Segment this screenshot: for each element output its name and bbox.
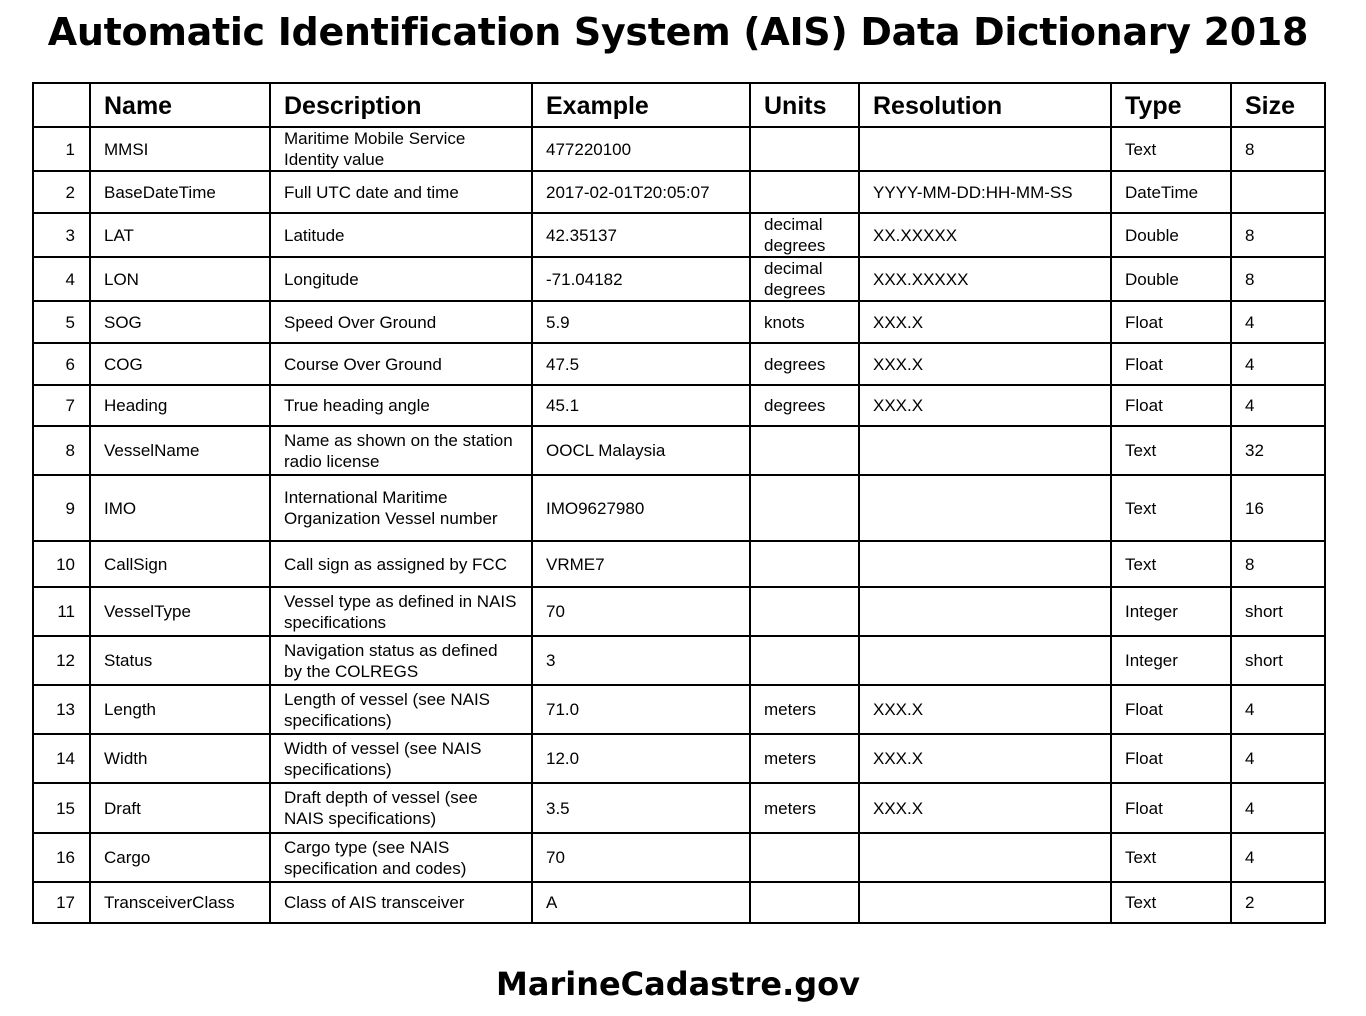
field-resolution: XXX.X bbox=[859, 385, 1111, 426]
field-type: Integer bbox=[1111, 587, 1231, 636]
column-header-index bbox=[33, 83, 90, 127]
footer-site-name: MarineCadastre.gov bbox=[496, 965, 860, 1003]
row-index: 7 bbox=[33, 385, 90, 426]
field-name: BaseDateTime bbox=[90, 171, 270, 213]
field-example: 477220100 bbox=[532, 127, 750, 171]
field-example: 3 bbox=[532, 636, 750, 685]
field-description: Name as shown on the station radio license bbox=[270, 426, 532, 475]
field-size: 4 bbox=[1231, 301, 1325, 343]
field-resolution bbox=[859, 587, 1111, 636]
field-name: Heading bbox=[90, 385, 270, 426]
field-description: Course Over Ground bbox=[270, 343, 532, 385]
field-units: degrees bbox=[750, 343, 859, 385]
field-name: MMSI bbox=[90, 127, 270, 171]
table-row bbox=[33, 127, 1325, 171]
row-index: 10 bbox=[33, 541, 90, 587]
field-example: 70 bbox=[532, 833, 750, 882]
field-name: COG bbox=[90, 343, 270, 385]
field-units bbox=[750, 127, 859, 171]
row-index: 1 bbox=[33, 127, 90, 171]
table-row bbox=[33, 636, 1325, 685]
field-name: IMO bbox=[90, 475, 270, 541]
field-name: CallSign bbox=[90, 541, 270, 587]
table-row bbox=[33, 426, 1325, 475]
table-row bbox=[33, 685, 1325, 734]
column-header-example: Example bbox=[532, 83, 750, 127]
field-description: International Maritime Organization Vessel number bbox=[270, 475, 532, 541]
field-name: SOG bbox=[90, 301, 270, 343]
field-size: 8 bbox=[1231, 257, 1325, 301]
row-index: 9 bbox=[33, 475, 90, 541]
field-units bbox=[750, 475, 859, 541]
column-header-description: Description bbox=[270, 83, 532, 127]
field-size: 4 bbox=[1231, 833, 1325, 882]
field-resolution: XXX.X bbox=[859, 685, 1111, 734]
field-name: VesselType bbox=[90, 587, 270, 636]
field-description: Class of AIS transceiver bbox=[270, 882, 532, 923]
field-name: TransceiverClass bbox=[90, 882, 270, 923]
field-type: Integer bbox=[1111, 636, 1231, 685]
row-index: 13 bbox=[33, 685, 90, 734]
field-resolution: XX.XXXXX bbox=[859, 213, 1111, 257]
field-size: 16 bbox=[1231, 475, 1325, 541]
field-units bbox=[750, 541, 859, 587]
field-example: 42.35137 bbox=[532, 213, 750, 257]
field-description: Width of vessel (see NAIS specifications) bbox=[270, 734, 532, 783]
field-units bbox=[750, 636, 859, 685]
column-header-name: Name bbox=[90, 83, 270, 127]
table-row bbox=[33, 301, 1325, 343]
row-index: 2 bbox=[33, 171, 90, 213]
field-size: 2 bbox=[1231, 882, 1325, 923]
field-example: 3.5 bbox=[532, 783, 750, 833]
data-dictionary-table bbox=[32, 82, 1326, 924]
table-row bbox=[33, 343, 1325, 385]
field-example: 71.0 bbox=[532, 685, 750, 734]
field-size: 4 bbox=[1231, 343, 1325, 385]
row-index: 15 bbox=[33, 783, 90, 833]
field-size bbox=[1231, 171, 1325, 213]
field-example: OOCL Malaysia bbox=[532, 426, 750, 475]
field-resolution: YYYY-MM-DD:HH-MM-SS bbox=[859, 171, 1111, 213]
field-units bbox=[750, 587, 859, 636]
field-name: LON bbox=[90, 257, 270, 301]
field-name: Status bbox=[90, 636, 270, 685]
row-index: 5 bbox=[33, 301, 90, 343]
table-row bbox=[33, 257, 1325, 301]
field-example: 5.9 bbox=[532, 301, 750, 343]
field-type: Text bbox=[1111, 475, 1231, 541]
field-resolution: XXX.X bbox=[859, 734, 1111, 783]
field-description: Navigation status as defined by the COLREGS bbox=[270, 636, 532, 685]
field-type: Double bbox=[1111, 257, 1231, 301]
table-body bbox=[33, 127, 1325, 923]
field-resolution: XXX.X bbox=[859, 783, 1111, 833]
field-example: VRME7 bbox=[532, 541, 750, 587]
field-description: Maritime Mobile Service Identity value bbox=[270, 127, 532, 171]
field-resolution bbox=[859, 541, 1111, 587]
field-description: Latitude bbox=[270, 213, 532, 257]
column-header-resolution: Resolution bbox=[859, 83, 1111, 127]
field-description: Length of vessel (see NAIS specifications) bbox=[270, 685, 532, 734]
field-size: 8 bbox=[1231, 541, 1325, 587]
table-row bbox=[33, 541, 1325, 587]
field-resolution: XXX.X bbox=[859, 301, 1111, 343]
field-resolution bbox=[859, 426, 1111, 475]
field-name: Draft bbox=[90, 783, 270, 833]
table-row bbox=[33, 882, 1325, 923]
table-row bbox=[33, 171, 1325, 213]
field-example: -71.04182 bbox=[532, 257, 750, 301]
field-type: Float bbox=[1111, 734, 1231, 783]
field-units bbox=[750, 833, 859, 882]
field-description: Full UTC date and time bbox=[270, 171, 532, 213]
field-type: Text bbox=[1111, 127, 1231, 171]
field-size: 4 bbox=[1231, 734, 1325, 783]
field-name: Width bbox=[90, 734, 270, 783]
field-units: knots bbox=[750, 301, 859, 343]
field-size: 8 bbox=[1231, 213, 1325, 257]
field-type: DateTime bbox=[1111, 171, 1231, 213]
table-row bbox=[33, 385, 1325, 426]
field-size: short bbox=[1231, 636, 1325, 685]
field-units: decimal degrees bbox=[750, 213, 859, 257]
field-units bbox=[750, 882, 859, 923]
field-example: 2017-02-01T20:05:07 bbox=[532, 171, 750, 213]
field-name: VesselName bbox=[90, 426, 270, 475]
field-description: Longitude bbox=[270, 257, 532, 301]
field-resolution bbox=[859, 475, 1111, 541]
field-name: Cargo bbox=[90, 833, 270, 882]
column-header-type: Type bbox=[1111, 83, 1231, 127]
table-row bbox=[33, 734, 1325, 783]
field-resolution bbox=[859, 833, 1111, 882]
field-description: Draft depth of vessel (see NAIS specifications) bbox=[270, 783, 532, 833]
field-resolution: XXX.XXXXX bbox=[859, 257, 1111, 301]
row-index: 3 bbox=[33, 213, 90, 257]
field-resolution bbox=[859, 636, 1111, 685]
field-description: Cargo type (see NAIS specification and codes) bbox=[270, 833, 532, 882]
table-row bbox=[33, 833, 1325, 882]
row-index: 4 bbox=[33, 257, 90, 301]
field-description: Speed Over Ground bbox=[270, 301, 532, 343]
field-example: 45.1 bbox=[532, 385, 750, 426]
row-index: 14 bbox=[33, 734, 90, 783]
field-type: Text bbox=[1111, 882, 1231, 923]
table-row bbox=[33, 783, 1325, 833]
field-description: True heading angle bbox=[270, 385, 532, 426]
field-type: Float bbox=[1111, 685, 1231, 734]
field-type: Text bbox=[1111, 426, 1231, 475]
field-units: degrees bbox=[750, 385, 859, 426]
column-header-units: Units bbox=[750, 83, 859, 127]
field-type: Text bbox=[1111, 541, 1231, 587]
field-size: 8 bbox=[1231, 127, 1325, 171]
field-units: meters bbox=[750, 734, 859, 783]
field-example: A bbox=[532, 882, 750, 923]
field-resolution: XXX.X bbox=[859, 343, 1111, 385]
field-units bbox=[750, 171, 859, 213]
row-index: 17 bbox=[33, 882, 90, 923]
field-size: 4 bbox=[1231, 685, 1325, 734]
field-size: short bbox=[1231, 587, 1325, 636]
table-row bbox=[33, 213, 1325, 257]
field-type: Float bbox=[1111, 301, 1231, 343]
field-units bbox=[750, 426, 859, 475]
field-type: Float bbox=[1111, 783, 1231, 833]
field-size: 32 bbox=[1231, 426, 1325, 475]
field-type: Double bbox=[1111, 213, 1231, 257]
field-units: meters bbox=[750, 783, 859, 833]
row-index: 12 bbox=[33, 636, 90, 685]
field-name: Length bbox=[90, 685, 270, 734]
table-header-row bbox=[33, 83, 1325, 127]
field-description: Vessel type as defined in NAIS specifications bbox=[270, 587, 532, 636]
field-units: meters bbox=[750, 685, 859, 734]
table-row bbox=[33, 475, 1325, 541]
table-row bbox=[33, 587, 1325, 636]
field-units: decimal degrees bbox=[750, 257, 859, 301]
field-type: Float bbox=[1111, 343, 1231, 385]
row-index: 11 bbox=[33, 587, 90, 636]
field-resolution bbox=[859, 127, 1111, 171]
field-example: 12.0 bbox=[532, 734, 750, 783]
field-type: Text bbox=[1111, 833, 1231, 882]
field-name: LAT bbox=[90, 213, 270, 257]
field-type: Float bbox=[1111, 385, 1231, 426]
field-example: IMO9627980 bbox=[532, 475, 750, 541]
row-index: 16 bbox=[33, 833, 90, 882]
field-resolution bbox=[859, 882, 1111, 923]
field-example: 70 bbox=[532, 587, 750, 636]
field-example: 47.5 bbox=[532, 343, 750, 385]
row-index: 6 bbox=[33, 343, 90, 385]
document-title: Automatic Identification System (AIS) Data Dictionary 2018 bbox=[47, 10, 1309, 54]
row-index: 8 bbox=[33, 426, 90, 475]
field-description: Call sign as assigned by FCC bbox=[270, 541, 532, 587]
column-header-size: Size bbox=[1231, 83, 1325, 127]
field-size: 4 bbox=[1231, 783, 1325, 833]
field-size: 4 bbox=[1231, 385, 1325, 426]
